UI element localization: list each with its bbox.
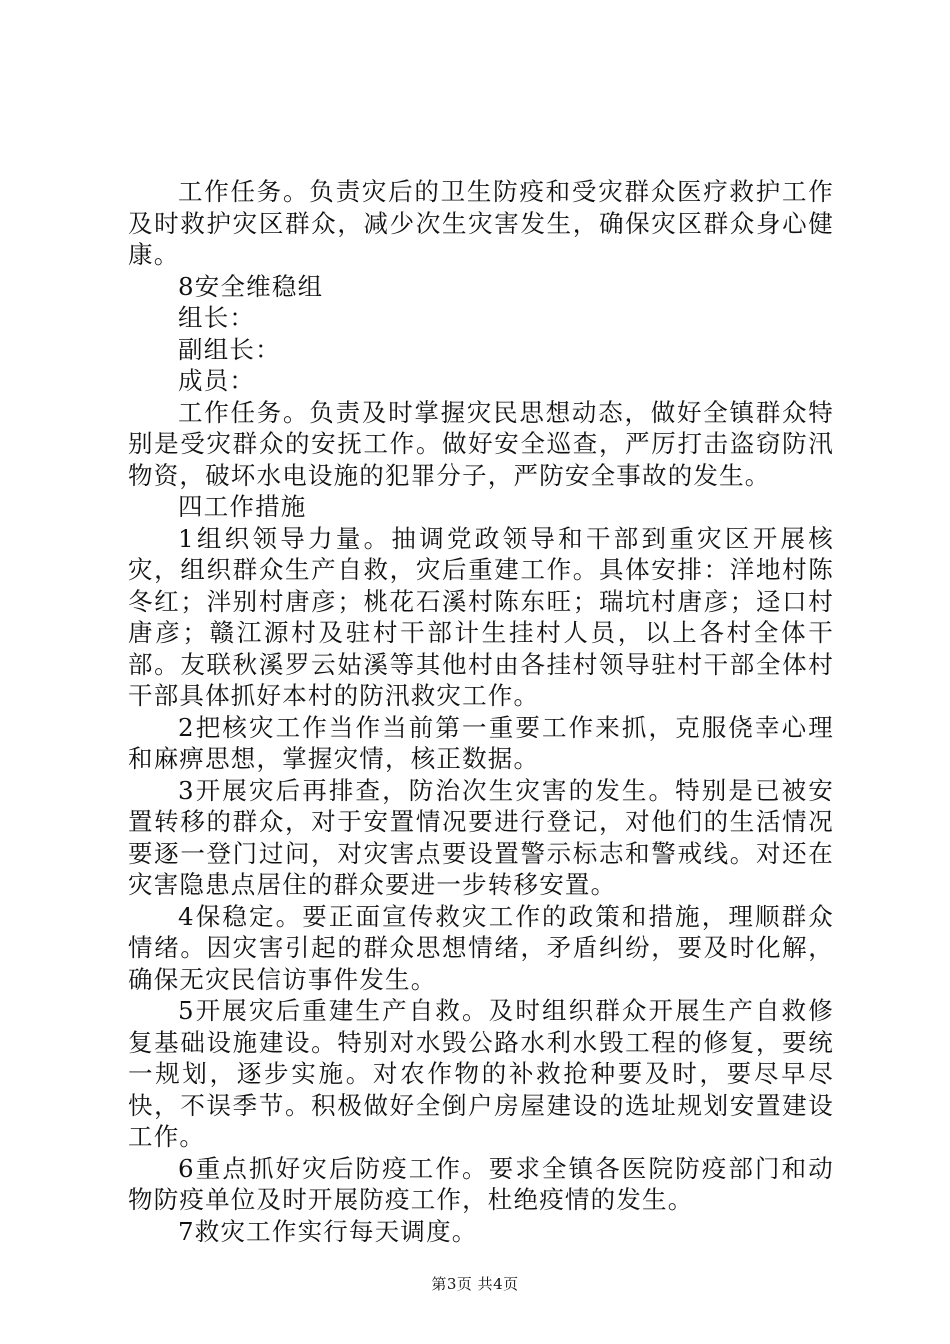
paragraph-security-tasks: 工作任务。负责及时掌握灾民思想动态，做好全镇群众特别是受灾群众的安抚工作。做好安全巡查，严厉打击盗窃防汛物资，破坏水电设施的犯罪分子，严防安全事故的发生。 bbox=[128, 397, 834, 490]
page-number-footer: 第3页 共4页 bbox=[431, 1275, 519, 1293]
measure-6: 6重点抓好灾后防疫工作。要求全镇各医院防疫部门和动物防疫单位及时开展防疫工作，杜绝疫情的发生。 bbox=[128, 1153, 834, 1214]
measure-5: 5开展灾后重建生产自救。及时组织群众开展生产自救修复基础设施建设。特别对水毁公路水利水毁工程的修复，要统一规划，逐步实施。对农作物的补救抢种要及时，要尽早尽快，不误季节。积极做好全倒户房屋建设的选址规划安置建设工作。 bbox=[128, 996, 834, 1151]
measure-4: 4保稳定。要正面宣传救灾工作的政策和措施，理顺群众情绪。因灾害引起的群众思想情绪，矛盾纠纷，要及时化解，确保无灾民信访事件发生。 bbox=[128, 901, 834, 994]
heading-work-measures: 四工作措施 bbox=[178, 492, 307, 521]
document-body bbox=[128, 176, 834, 1247]
group-leader-line: 组长： bbox=[178, 303, 256, 332]
measure-1: 1组织领导力量。抽调党政领导和干部到重灾区开展核灾，组织群众生产自救，灾后重建工作。具体安排：洋地村陈冬红；泮别村唐彦；桃花石溪村陈东旺；瑞坑村唐彦；迳口村唐彦；赣江源村及驻村干部计生挂村人员，以上各村全体干部。友联秋溪罗云姑溪等其他村由各挂村领导驻村干部全体村干部具体抓好本村的防汛救灾工作。 bbox=[128, 523, 834, 710]
measure-7: 7救灾工作实行每天调度。 bbox=[178, 1216, 478, 1246]
deputy-leader-line: 副组长： bbox=[178, 334, 281, 364]
members-line: 成员： bbox=[178, 366, 256, 395]
paragraph-health-tasks: 工作任务。负责灾后的卫生防疫和受灾群众医疗救护工作及时救护灾区群众，减少次生灾害发生，确保灾区群众身心健康。 bbox=[128, 177, 834, 269]
measure-3: 3开展灾后再排查，防治次生灾害的发生。特别是已被安置转移的群众，对于安置情况要进行登记，对他们的生活情况要逐一登门过问，对灾害点要设置警示标志和警戒线。对还在灾害隐患点居住的群众要进一步转移安置。 bbox=[128, 775, 834, 899]
measure-2: 2把核灾工作当作当前第一重要工作来抓，克服侥幸心理和麻痹思想，掌握灾情，核正数据。 bbox=[128, 712, 834, 773]
heading-security-group: 8安全维稳组 bbox=[178, 271, 324, 301]
